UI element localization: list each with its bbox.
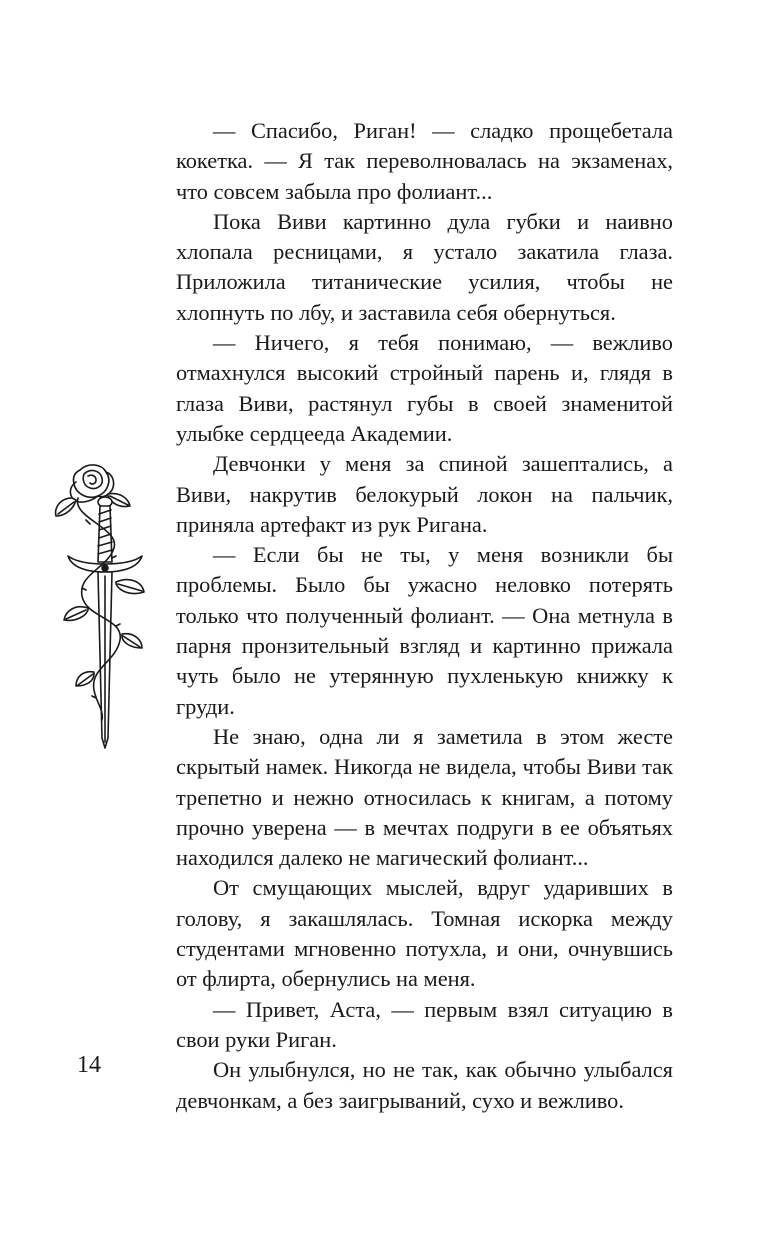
rose-dagger-icon	[50, 458, 160, 750]
page-number: 14	[77, 1052, 101, 1078]
paragraph: Пока Виви картинно дула губки и наивно хлопала ресницами, я устало закатила глаза. Приложила титанические усилия, чтобы не хлопнуть по лбу, и заставила себя обернуться.	[176, 208, 673, 325]
paragraph: Девчонки у меня за спиной зашептались, а Виви, накрутив белокурый локон на пальчик, приняла артефакт из рук Ригана.	[176, 451, 673, 537]
paragraph: От смущающих мыслей, вдруг ударивших в голову, я закашлялась. Томная искорка между студентами мгновенно потухла, и они, очнувшись от флирта, обернулись на меня.	[176, 875, 673, 992]
paragraph: — Привет, Аста, — первым взял ситуацию в свои руки Риган.	[176, 996, 673, 1052]
body-text	[176, 116, 673, 1116]
paragraph: — Спасибо, Риган! — сладко прощебетала кокетка. — Я так переволновалась на экзаменах, что совсем забыла про фолиант...	[176, 118, 673, 204]
paragraph: — Если бы не ты, у меня возникли бы проблемы. Было бы ужасно неловко потерять только что полученный фолиант. — Она метнула в парня пронзительный взгляд и картинно прижала чуть было не утерянную пухленькую книжку к груди.	[176, 542, 673, 719]
paragraph: Не знаю, одна ли я заметила в этом жесте скрытый намек. Никогда не видела, чтобы Виви так трепетно и нежно относилась к книгам, а потому прочно уверена — в мечтах подруги в ее объятьях находился далеко не магический фолиант...	[176, 723, 673, 871]
paragraph: Он улыбнулся, но не так, как обычно улыбался девчонкам, а без заигрываний, сухо и вежливо.	[176, 1057, 673, 1113]
paragraph: — Ничего, я тебя понимаю, — вежливо отмахнулся высокий стройный парень и, глядя в глаза Виви, растянул губы в своей знаменитой улыбке сердцееда Академии.	[176, 330, 673, 446]
